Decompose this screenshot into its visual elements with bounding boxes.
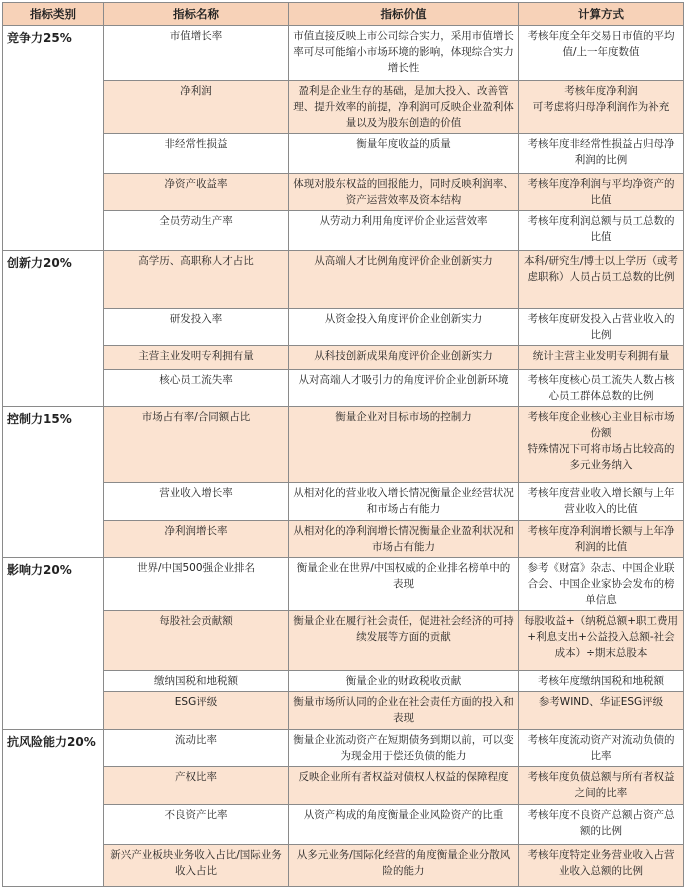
indicator-name-cell: 净资产收益率 bbox=[104, 174, 289, 211]
indicator-value-cell: 从多元业务/国际化经营的角度衡量企业分散风险的能力 bbox=[289, 845, 519, 887]
indicator-value-cell: 衡量企业在世界/中国权威的企业排名榜单中的表现 bbox=[289, 558, 519, 611]
indicator-name-cell: 市值增长率 bbox=[104, 26, 289, 81]
indicator-name-cell: 核心员工流失率 bbox=[104, 370, 289, 407]
indicator-calc-cell: 考核年度不良资产总额占资产总额的比例 bbox=[519, 805, 684, 845]
header-row bbox=[3, 3, 684, 26]
indicator-calc-cell: 考核年度企业核心主业目标市场份额 特殊情况下可将市场占比较高的多元业务纳入 bbox=[519, 407, 684, 483]
indicator-calc-cell: 考核年度营业收入增长额与上年营业收入的比值 bbox=[519, 483, 684, 521]
indicator-name-cell: 流动比率 bbox=[104, 730, 289, 767]
table-row bbox=[3, 309, 684, 346]
indicator-calc-cell: 考核年度流动资产对流动负债的比率 bbox=[519, 730, 684, 767]
indicator-calc-cell: 考核年度净利润 可考虑将归母净利润作为补充 bbox=[519, 81, 684, 134]
indicator-name-cell: 世界/中国500强企业排名 bbox=[104, 558, 289, 611]
header-value: 指标价值 bbox=[289, 3, 519, 26]
indicator-value-cell: 从相对化的净利润增长情况衡量企业盈利状况和市场占有能力 bbox=[289, 521, 519, 558]
indicator-value-cell: 衡量年度收益的质量 bbox=[289, 134, 519, 174]
table-row bbox=[3, 767, 684, 805]
indicator-name-cell: 研发投入率 bbox=[104, 309, 289, 346]
category-cell: 控制力15% bbox=[3, 407, 104, 558]
indicator-value-cell: 从相对化的营业收入增长情况衡量企业经营状况和市场占有能力 bbox=[289, 483, 519, 521]
indicator-calc-cell: 每股收益+（纳税总额+职工费用+利息支出+公益投入总额-社会成本）÷期末总股本 bbox=[519, 611, 684, 671]
indicator-calc-cell: 本科/研究生/博士以上学历（或考虑职称）人员占员工总数的比例 bbox=[519, 251, 684, 309]
table-row bbox=[3, 251, 684, 309]
indicator-calc-cell: 统计主营主业发明专利拥有量 bbox=[519, 346, 684, 370]
indicator-value-cell: 市值直接反映上市公司综合实力，采用市值增长率可尽可能缩小市场环境的影响，体现综合实力增长性 bbox=[289, 26, 519, 81]
table-row bbox=[3, 26, 684, 81]
table-row bbox=[3, 845, 684, 887]
indicator-name-cell: 不良资产比率 bbox=[104, 805, 289, 845]
indicator-value-cell: 从对高端人才吸引力的角度评价企业创新环境 bbox=[289, 370, 519, 407]
indicator-value-cell: 衡量企业在履行社会责任，促进社会经济的可持续发展等方面的贡献 bbox=[289, 611, 519, 671]
indicator-value-cell: 衡量企业流动资产在短期债务到期以前，可以变为现金用于偿还负债的能力 bbox=[289, 730, 519, 767]
table-row bbox=[3, 558, 684, 611]
table-row bbox=[3, 611, 684, 671]
table-row bbox=[3, 370, 684, 407]
table-row bbox=[3, 692, 684, 730]
header-calc: 计算方式 bbox=[519, 3, 684, 26]
indicator-calc-cell: 考核年度非经常性损益占归母净利润的比例 bbox=[519, 134, 684, 174]
category-cell: 影响力20% bbox=[3, 558, 104, 730]
indicator-name-cell: 产权比率 bbox=[104, 767, 289, 805]
indicator-name-cell: 全员劳动生产率 bbox=[104, 211, 289, 251]
indicator-calc-cell: 考核年度负债总额与所有者权益之间的比率 bbox=[519, 767, 684, 805]
indicator-table bbox=[2, 2, 684, 887]
table-row bbox=[3, 134, 684, 174]
table-row bbox=[3, 730, 684, 767]
indicator-name-cell: 市场占有率/合同额占比 bbox=[104, 407, 289, 483]
indicator-name-cell: 非经常性损益 bbox=[104, 134, 289, 174]
indicator-calc-cell: 考核年度研发投入占营业收入的比例 bbox=[519, 309, 684, 346]
table-row bbox=[3, 211, 684, 251]
indicator-calc-cell: 考核年度特定业务营业收入占营业收入总额的比例 bbox=[519, 845, 684, 887]
indicator-name-cell: 缴纳国税和地税额 bbox=[104, 671, 289, 692]
indicator-calc-cell: 考核年度净利润与平均净资产的比值 bbox=[519, 174, 684, 211]
indicator-calc-cell: 考核年度核心员工流失人数占核心员工群体总数的比例 bbox=[519, 370, 684, 407]
indicator-name-cell: 新兴产业板块业务收入占比/国际业务收入占比 bbox=[104, 845, 289, 887]
table-row bbox=[3, 407, 684, 483]
indicator-value-cell: 盈利是企业生存的基础，是加大投入、改善管理、提升效率的前提，净利润可反映企业盈利体量以及为股东创造的价值 bbox=[289, 81, 519, 134]
indicator-name-cell: 高学历、高职称人才占比 bbox=[104, 251, 289, 309]
indicator-value-cell: 衡量企业对目标市场的控制力 bbox=[289, 407, 519, 483]
indicator-value-cell: 从科技创新成果角度评价企业创新实力 bbox=[289, 346, 519, 370]
indicator-name-cell: 净利润增长率 bbox=[104, 521, 289, 558]
indicator-calc-cell: 考核年度净利润增长额与上年净利润的比值 bbox=[519, 521, 684, 558]
table-row bbox=[3, 81, 684, 134]
table-row bbox=[3, 671, 684, 692]
table-row bbox=[3, 483, 684, 521]
category-cell: 竞争力25% bbox=[3, 26, 104, 251]
indicator-value-cell: 从劳动力利用角度评价企业运营效率 bbox=[289, 211, 519, 251]
indicator-value-cell: 从高端人才比例角度评价企业创新实力 bbox=[289, 251, 519, 309]
indicator-name-cell: 每股社会贡献额 bbox=[104, 611, 289, 671]
indicator-calc-cell: 考核年度全年交易日市值的平均值/上一年度数值 bbox=[519, 26, 684, 81]
indicator-calc-cell: 考核年度利润总额与员工总数的比值 bbox=[519, 211, 684, 251]
category-cell: 创新力20% bbox=[3, 251, 104, 407]
indicator-name-cell: 主营主业发明专利拥有量 bbox=[104, 346, 289, 370]
indicator-calc-cell: 考核年度缴纳国税和地税额 bbox=[519, 671, 684, 692]
indicator-name-cell: 营业收入增长率 bbox=[104, 483, 289, 521]
indicator-value-cell: 衡量市场所认同的企业在社会责任方面的投入和表现 bbox=[289, 692, 519, 730]
table-row bbox=[3, 174, 684, 211]
category-cell: 抗风险能力20% bbox=[3, 730, 104, 887]
header-name: 指标名称 bbox=[104, 3, 289, 26]
indicator-value-cell: 衡量企业的财政税收贡献 bbox=[289, 671, 519, 692]
table-row bbox=[3, 346, 684, 370]
indicator-calc-cell: 参考WIND、华证ESG评级 bbox=[519, 692, 684, 730]
indicator-calc-cell: 参考《财富》杂志、中国企业联合会、中国企业家协会发布的榜单信息 bbox=[519, 558, 684, 611]
indicator-value-cell: 从资金投入角度评价企业创新实力 bbox=[289, 309, 519, 346]
indicator-value-cell: 反映企业所有者权益对债权人权益的保障程度 bbox=[289, 767, 519, 805]
table-row bbox=[3, 805, 684, 845]
table-row bbox=[3, 521, 684, 558]
header-category: 指标类别 bbox=[3, 3, 104, 26]
indicator-name-cell: ESG评级 bbox=[104, 692, 289, 730]
indicator-name-cell: 净利润 bbox=[104, 81, 289, 134]
indicator-value-cell: 从资产构成的角度衡量企业风险资产的比重 bbox=[289, 805, 519, 845]
indicator-value-cell: 体现对股东权益的回报能力，同时反映利润率、资产运营效率及资本结构 bbox=[289, 174, 519, 211]
